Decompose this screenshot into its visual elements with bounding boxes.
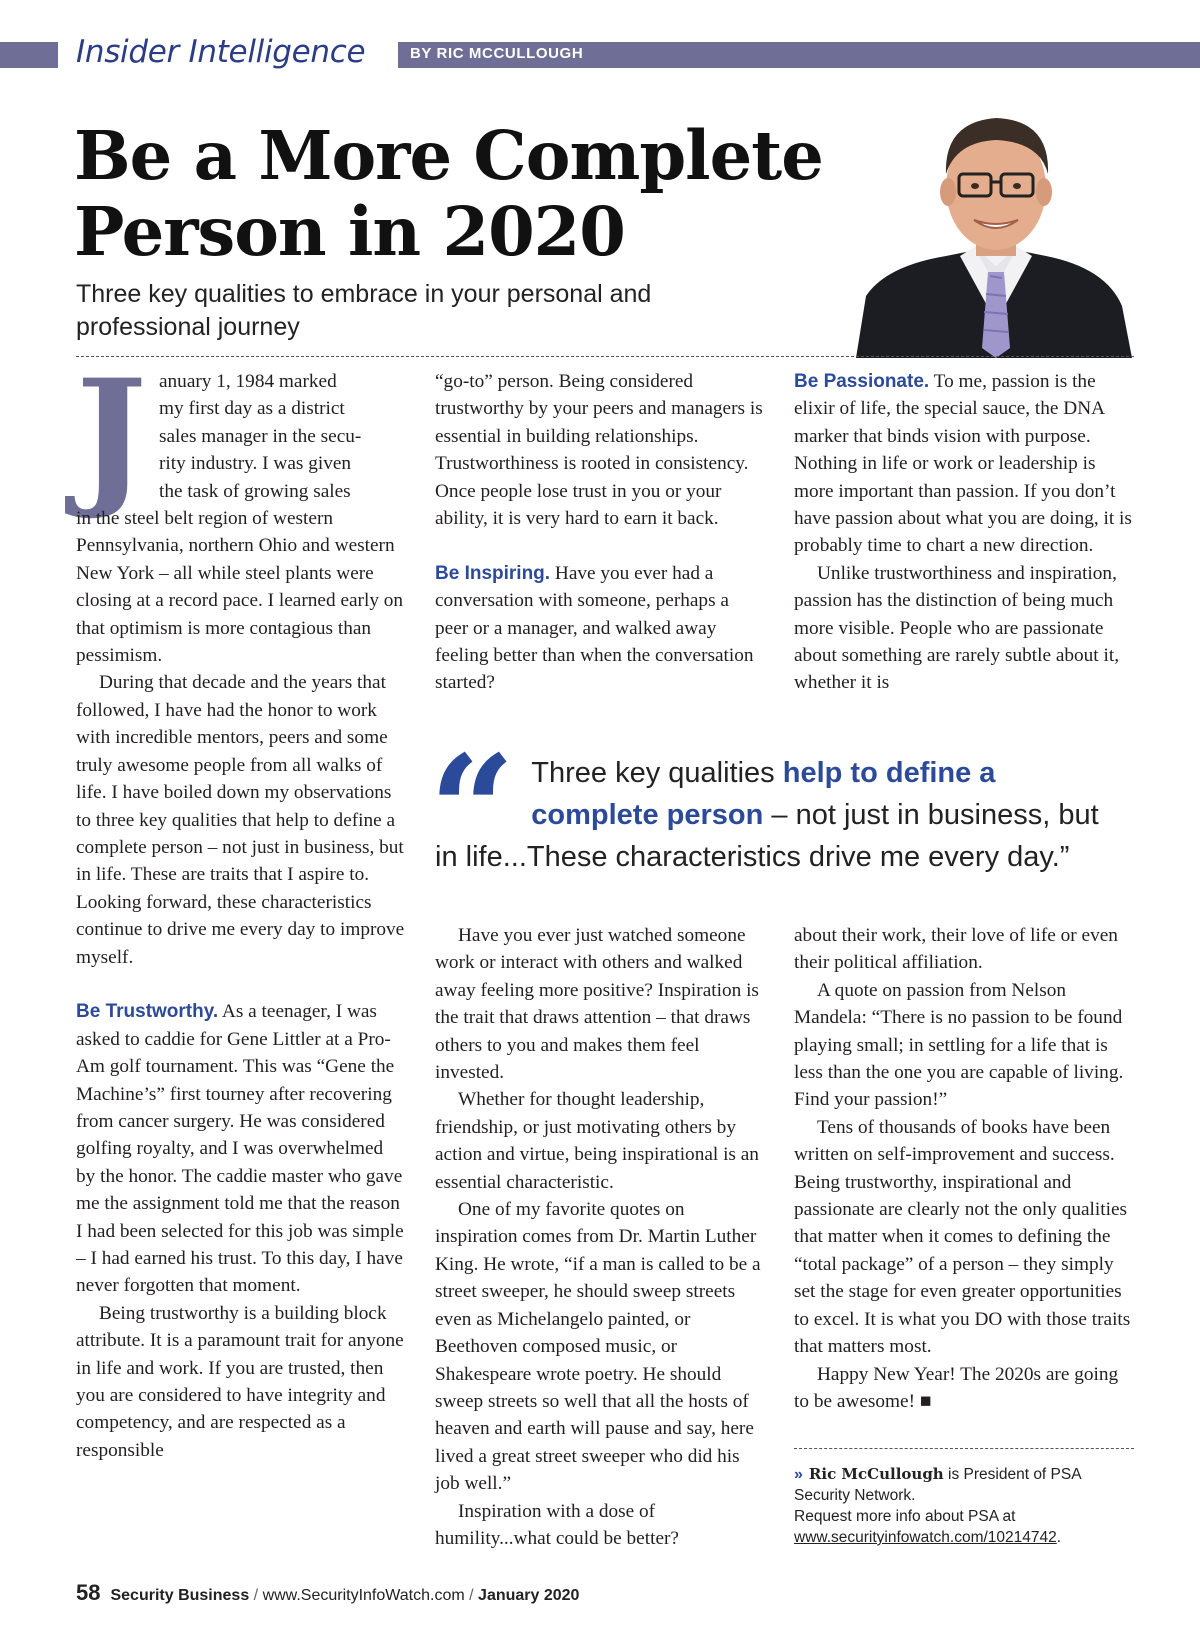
- bio-request: Request more info about PSA at: [794, 1508, 1016, 1525]
- magazine-name: Security Business: [110, 1587, 250, 1604]
- col3-paragraph-4: A quote on passion from Nelson Mandela: “There is no passion to be found playing small; in settling for a life that is less than the one you are capable of living. Find your passion!”: [794, 979, 1124, 1111]
- drop-cap: J: [76, 347, 147, 523]
- headline: Be a More Complete Person in 2020: [74, 116, 823, 271]
- pull-quote-lead: Three key qualities: [531, 757, 783, 789]
- footer-separator-2: /: [464, 1587, 479, 1604]
- column-2-upper: [435, 368, 765, 697]
- page-footer: [76, 1580, 579, 1606]
- col1-paragraph-3: [76, 998, 406, 1299]
- col3-paragraph-2: Unlike trustworthiness and inspiration, passion has the distinction of being much more visible. People who are passionate about something are rarely subtle about it, whether it is: [794, 562, 1120, 694]
- bio-divider: [794, 1448, 1134, 1449]
- header-bar-left: [0, 42, 58, 68]
- pull-quote-highlight: help to define a complete person: [531, 757, 996, 831]
- col3-paragraph-1-text: To me, passion is the elixir of life, the special sauce, the DNA marker that binds vision with purpose. Nothing in life or work or leadership is more important than passion. If you don’t have passion about what you are doing, it is probably time to chart a new direction.: [794, 371, 1132, 557]
- footer-issue: January 2020: [478, 1587, 580, 1604]
- kicker-trustworthy: Be Trustworthy.: [76, 1001, 219, 1023]
- col2-paragraph-6: Inspiration with a dose of humility...what could be better?: [435, 1500, 679, 1549]
- footer-site: www.SecurityInfoWatch.com: [262, 1587, 465, 1604]
- bio-link[interactable]: www.securityinfowatch.com/10214742: [794, 1529, 1057, 1546]
- kicker-inspiring: Be Inspiring.: [435, 562, 551, 584]
- header-bar-right: [398, 42, 1200, 68]
- quote-mark-icon: “: [429, 723, 516, 899]
- col1-paragraph-2: During that decade and the years that followed, I have had the honor to work with incredible mentors, peers and some truly awesome people from all walks of life. I have boiled down my observations to three key qualities that help to define a complete person – not just in business, but in life. These are traits that I aspire to. Looking forward, these characteristics continue to drive me every day to improve myself.: [76, 672, 405, 968]
- col2-paragraph-4: Whether for thought leadership, friendship, or just motivating others by action and virtue, being inspirational is an essential characteristic.: [435, 1089, 759, 1193]
- col1-paragraph-1: anuary 1, 1984 marked my first day as a district sales manager in the secu- rity industry. I was given the task of growing sales in the steel belt region of western Pennsylvania, northern Ohio and western New York – all while steel plants were closing at a record pace. I learned early on that optimism is more contagious than pessimism.: [76, 371, 404, 667]
- pull-quote: [429, 723, 1115, 899]
- column-2-lower: [435, 922, 765, 1552]
- double-chevron-icon: »: [794, 1466, 803, 1483]
- bio-line-2: [794, 1506, 1134, 1548]
- page-number: 58: [76, 1580, 101, 1605]
- author-bio: [794, 1464, 1134, 1548]
- col2-paragraph-2-text: Have you ever had a conversation with someone, perhaps a peer or a manager, and walked away feeling better than when the conversation started?: [435, 562, 754, 694]
- kicker-passionate: Be Passionate.: [794, 371, 930, 392]
- column-3-upper: [794, 368, 1134, 697]
- col2-paragraph-2: [435, 560, 765, 697]
- author-portrait-image: [856, 96, 1132, 358]
- bio-line-1: [794, 1464, 1134, 1506]
- top-divider: [76, 356, 1134, 357]
- col3-paragraph-1: [794, 368, 1134, 560]
- col1-paragraph-4: Being trustworthy is a building block attribute. It is a paramount trait for anyone in life and work. If you are trusted, then you are considered to have integrity and competency, and are respected as a responsible: [76, 1302, 404, 1461]
- col3-paragraph-5: Tens of thousands of books have been written on self-improvement and success. Being trustworthy, inspirational and passionate are clearly not the only qualities that matter when it comes to defining the “total package” of a person – they simply set the stage for even greater opportunities to excel. It is what you DO with those traits that matters most.: [794, 1116, 1131, 1358]
- pull-quote-rest: – not just in business, but in life...These characteristics drive me every day.”: [435, 799, 1099, 873]
- bio-role: is President of PSA Security Network.: [794, 1466, 1081, 1504]
- col3-paragraph-3: about their work, their love of life or even their political affiliation.: [794, 925, 1118, 974]
- bio-name: Ric McCullough: [808, 1465, 944, 1483]
- col2-paragraph-3: Have you ever just watched someone work or interact with others and walked away feeling more positive? Inspiration is the trait that draws attention – that draws others to you and makes them feel invested.: [435, 925, 759, 1084]
- col3-paragraph-6: [794, 1361, 1134, 1416]
- byline: BY RIC MCCULLOUGH: [410, 45, 584, 62]
- col2-paragraph-1: “go-to” person. Being considered trustworthy by your peers and managers is essential in building relationships. Trustworthiness is rooted in consistency. Once people lose trust in you or your ability, it is very hard to earn it back.: [435, 371, 763, 530]
- author-portrait: [856, 96, 1132, 358]
- deck: Three key qualities to embrace in your personal and professional journey: [76, 280, 652, 341]
- end-mark-icon: ■: [919, 1390, 932, 1412]
- section-label: Insider Intelligence: [76, 34, 366, 70]
- footer-separator-1: /: [249, 1587, 263, 1604]
- col2-paragraph-5: One of my favorite quotes on inspiration comes from Dr. Martin Luther King. He wrote, “if a man is called to be a street sweeper, he should sweep streets even as Michelangelo painted, or Beethoven composed music, or Shakespeare wrote poetry. He should sweep streets so well that all the hosts of heaven and earth will pause and say, here lived a great street sweeper who did his job well.”: [435, 1199, 761, 1495]
- column-3-lower: [794, 922, 1134, 1415]
- bio-period: .: [1056, 1529, 1062, 1546]
- column-1: [76, 347, 406, 1464]
- col1-paragraph-3-text: As a teenager, I was asked to caddie for Gene Littler at a Pro-Am golf tournament. This was “Gene the Machine’s” first tourney after recovering from cancer surgery. He was considered golfing royalty, and I was overwhelmed by the honor. The caddie master who gave me the assignment told me that the reason I had been selected for this job was simple – I had earned his trust. To this day, I have never forgotten that moment.: [76, 1001, 404, 1297]
- col3-paragraph-6-text: Happy New Year! The 2020s are going to be awesome!: [794, 1363, 1119, 1412]
